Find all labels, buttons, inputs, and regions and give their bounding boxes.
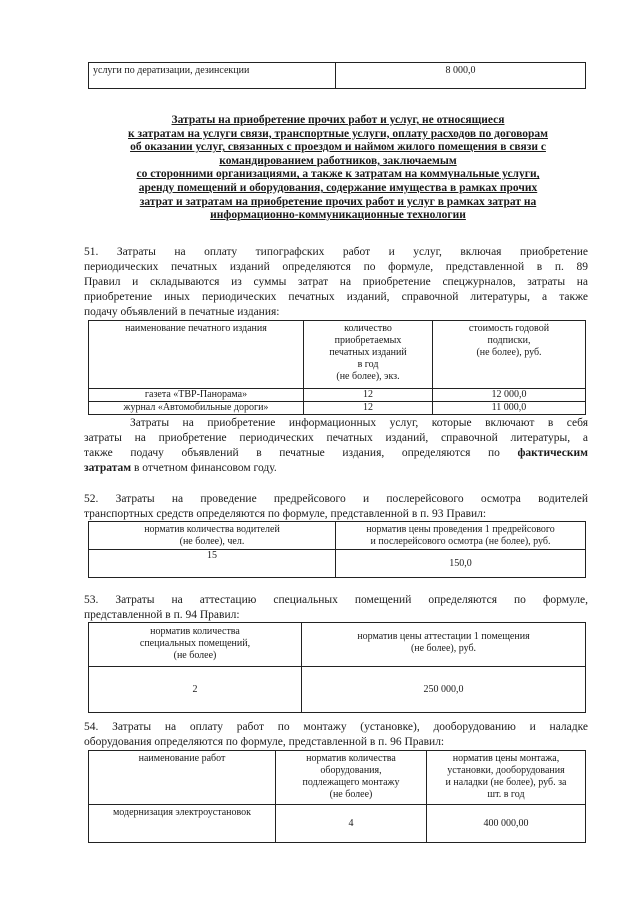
periodicals-table (88, 320, 586, 415)
heading-line: об оказании услуг, связанных с проездом и наймом жилого помещения в связи с (130, 141, 546, 154)
section-51-text (84, 245, 588, 320)
installation-header-qty: норматив количества оборудования, подлежащего монтажу (не более) (276, 751, 427, 805)
table-row: 2 250 000,0 (89, 667, 586, 713)
paragraph-line: подачу объявлений в печатные издания: (84, 306, 280, 318)
paragraph-line: Правил и складываются из суммы затрат на приобретение спецжурналов, затраты на (84, 276, 588, 288)
paragraph-line: периодических печатных изданий определяются по формуле, представленной в п. 89 (84, 261, 588, 273)
paragraph-line: 51. Затраты на оплату типографских работ и услуг, включая приобретение (84, 246, 588, 258)
installation-table (88, 750, 586, 843)
section-53-text (84, 593, 588, 623)
top-table-value-cell (336, 63, 586, 89)
installation-header-price: норматив цены монтажа, установки, дооборудования и наладки (не более), руб. за шт. в год (427, 751, 586, 805)
heading-line: командированием работников, заключаемым (219, 154, 457, 167)
table-row: модернизация электроустановок 4 400 000,00 (89, 805, 586, 843)
bold-term: затратам (84, 462, 132, 474)
heading-line: информационно-коммуникационные технологии (210, 209, 466, 222)
section-52-text (84, 492, 588, 522)
heading-line: со сторонними организациями, а также к затратам на коммунальные услуги, (136, 168, 540, 181)
table-row: 15 150,0 (89, 550, 586, 578)
medical-check-header-price: норматив цены проведения 1 предрейсового и послерейсового осмотра (не более), руб. (336, 522, 586, 550)
paragraph-line: представленной в п. 94 Правил: (84, 609, 240, 621)
paragraph-line: Затраты на приобретение информационных услуг, которые включают в себя (130, 417, 588, 429)
paragraph-line: 52. Затраты на проведение предрейсового и послерейсового осмотра водителей (84, 493, 588, 505)
paragraph-line: приобретение иных периодических печатных изданий, справочной литературы, а также (84, 291, 588, 303)
periodicals-header-qty: количество приобретаемых печатных изданий в год (не более), экз. (304, 321, 433, 389)
section-51-note (84, 416, 588, 476)
paragraph-line: затраты на приобретение периодических печатных изданий, справочной литературы, а (84, 432, 588, 444)
paragraph-line: также подачу объявлений в печатные издания, определяются по фактическим (84, 447, 588, 459)
section-54-text (84, 720, 588, 750)
paragraph-line: транспортных средств определяются по формуле, представленной в п. 93 Правил: (84, 508, 487, 520)
paragraph-line: 54. Затраты на оплату работ по монтажу (установке), дооборудованию и наладке (84, 721, 588, 733)
top-table-label-cell (89, 63, 336, 89)
bold-term: фактическим (517, 447, 588, 459)
attestation-header-rooms: норматив количества специальных помещений, (не более) (89, 623, 302, 667)
section-heading (90, 114, 586, 223)
installation-header-name: наименование работ (89, 751, 276, 805)
periodicals-header-price: стоимость годовой подписки, (не более), руб. (433, 321, 586, 389)
paragraph-line: оборудования определяются по формуле, представленной в п. 96 Правил: (84, 736, 445, 748)
table-row: газета «ТВР-Панорама» 12 12 000,0 (89, 389, 586, 402)
medical-check-header-drivers: норматив количества водителей (не более), чел. (89, 522, 336, 550)
top-table (88, 62, 586, 89)
paragraph-line: затратам в отчетном финансовом году. (84, 462, 277, 474)
attestation-table (88, 622, 586, 713)
table-row: журнал «Автомобильные дороги» 12 11 000,0 (89, 402, 586, 415)
attestation-header-price: норматив цены аттестации 1 помещения (не более), руб. (302, 623, 586, 667)
paragraph-line: 53. Затраты на аттестацию специальных помещений определяются по формуле, (84, 594, 588, 606)
heading-line: аренду помещений и оборудования, содержание имущества в рамках прочих (138, 181, 538, 194)
top-table-value: 8 000,0 (445, 65, 476, 76)
top-table-label: услуги по дератизации, дезинсекции (93, 65, 250, 76)
medical-check-table (88, 521, 586, 578)
heading-line: к затратам на услуги связи, транспортные услуги, оплату расходов по договорам (127, 127, 548, 140)
heading-line: затрат и затратам на приобретение прочих работ и услуг в рамках затрат на (139, 195, 537, 208)
periodicals-header-name: наименование печатного издания (89, 321, 304, 389)
heading-line: Затраты на приобретение прочих работ и услуг, не относящиеся (171, 114, 505, 126)
